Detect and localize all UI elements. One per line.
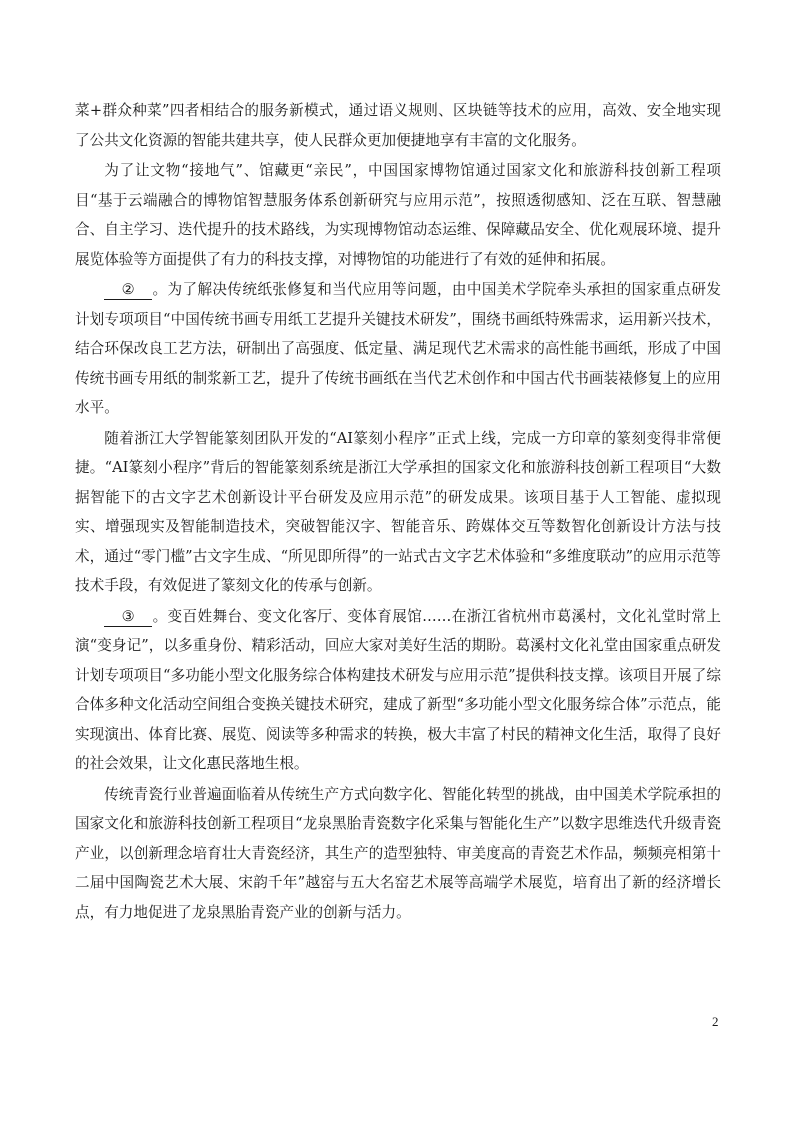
paragraph-museum: 为了让文物“接地气”、馆藏更“亲民”，中国国家博物馆通过国家文化和旅游科技创新工程项目“基于云端融合的博物馆智慧服务体系创新研究与应用示范”，按照透彻感知、泛在互联、智慧融合、自主学习、迭代提升的技术路线，为实现博物馆动态运维、保障藏品安全、优化观展环境、提升展览体验等方面提供了有力的科技支撑，对博物馆的功能进行了有效的延伸和拓展。 bbox=[75, 162, 721, 268]
paragraph-village-hall bbox=[75, 602, 721, 779]
answer-blank-3: ③ bbox=[104, 608, 152, 627]
paragraph-continued: 菜+群众种菜”四者相结合的服务新模式，通过语义规则、区块链等技术的应用，高效、安全地实现了公共文化资源的智能共建共享，使人民群众更加便捷地享有丰富的文化服务。 bbox=[75, 102, 721, 149]
answer-blank-2: ② bbox=[104, 281, 152, 300]
paragraph-calligraphy-paper bbox=[75, 275, 721, 423]
paragraph-text: 。变百姓舞台、变文化客厅、变体育展馆……在浙江省杭州市葛溪村，文化礼堂时常上演“变身记”，以多重身份、精彩活动，回应大家对美好生活的期盼。葛溪村文化礼堂由国家重点研发计划专项项目“多功能小型文化服务综合体构建技术研发与应用示范”提供科技支撑。该项目开展了综合体多种文化活动空间组合变换关键技术研究，建成了新型“多功能小型文化服务综合体”示范点，能实现演出、体育比赛、展览、阅读等多种需求的转换，极大丰富了村民的精神文化生活，取得了良好的社会效果，让文化惠民落地生根。 bbox=[75, 607, 721, 772]
paragraph-text: 。为了解决传统纸张修复和当代应用等问题，由中国美术学院牵头承担的国家重点研发计划专项项目“中国传统书画专用纸工艺提升关键技术研发”，围绕书画纸特殊需求，运用新兴技术，结合环保改良工艺方法，研制出了高强度、低定量、满足现代艺术需求的高性能书画纸，形成了中国传统书画专用纸的制浆新工艺，提升了传统书画纸在当代艺术创作和中国古代书画装裱修复上的应用水平。 bbox=[75, 281, 721, 416]
paragraph-ai-seal: 随着浙江大学智能篆刻团队开发的“AI篆刻小程序”正式上线，完成一方印章的篆刻变得非常便捷。“AI篆刻小程序”背后的智能篆刻系统是浙江大学承担的国家文化和旅游科技创新工程项目“大数据智能下的古文字艺术创新设计平台研发及应用示范”的研发成果。该项目基于人工智能、虚拟现实、增强现实及智能制造技术，突破智能汉字、智能音乐、跨媒体交互等数智化创新设计方法与技术，通过“零门槛”古文字生成、“所见即所得”的一站式古文字艺术体验和“多维度联动”的应用示范等技术手段，有效促进了篆刻文化的传承与创新。 bbox=[75, 429, 721, 594]
page-number: 2 bbox=[712, 1014, 719, 1029]
paragraph-celadon: 传统青瓷行业普遍面临着从传统生产方式向数字化、智能化转型的挑战，由中国美术学院承担的国家文化和旅游科技创新工程项目“龙泉黑胎青瓷数字化采集与智能化生产”以数字思维迭代升级青瓷产业，以创新理念培育壮大青瓷经济，其生产的造型独特、审美度高的青瓷艺术作品，频频亮相第十二届中国陶瓷艺术大展、宋韵千年”越窑与五大名窑艺术展等高端学术展览，培育出了新的经济增长点，有力地促进了龙泉黑胎青瓷产业的创新与活力。 bbox=[75, 785, 721, 921]
document-body bbox=[75, 96, 721, 928]
